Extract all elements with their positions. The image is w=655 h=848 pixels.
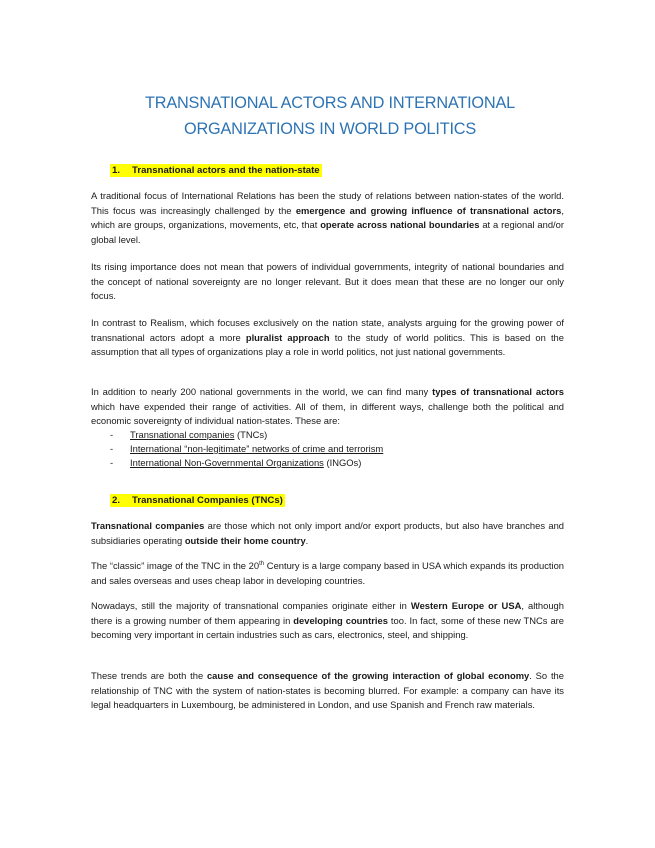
bold-text: outside their home country: [184, 534, 306, 546]
bold-text: emergence and growing influence of transnational actors: [295, 204, 562, 216]
underlined-text: International “non-legitimate” networks of crime and terrorism: [130, 443, 384, 454]
text: Nowadays, still the majority of transnational companies originate either in: [91, 600, 411, 611]
text: (TNCs): [234, 429, 268, 440]
section-1-paragraph-4: [91, 385, 564, 429]
section-1-title: Transnational actors and the nation-state: [132, 165, 320, 176]
section-2-paragraph-2: [91, 559, 564, 588]
document-title: [60, 90, 600, 142]
list-item: [110, 442, 570, 456]
list-dash: -: [110, 457, 114, 468]
text: These trends are both the: [91, 670, 207, 681]
section-2-paragraph-1: [91, 519, 564, 548]
text: are those which not only import and/or export products, but also have branches and subsidiaries operating: [91, 520, 565, 546]
section-1-paragraph-1: [91, 189, 564, 247]
section-1-heading: [110, 164, 322, 177]
text: at a regional and/or global level.: [91, 219, 564, 245]
section-2-paragraph-3: [91, 599, 564, 643]
section-1-number: 1.: [112, 165, 121, 176]
section-2-title: Transnational Companies (TNCs): [132, 495, 283, 506]
list-item: [110, 428, 570, 442]
section-1-paragraph-3: [91, 316, 564, 360]
list-dash: -: [110, 443, 114, 454]
bold-text: cause and consequence of the growing interaction of global economy: [206, 670, 530, 681]
text: (INGOs): [323, 457, 362, 468]
section-2-paragraph-4: [91, 669, 564, 713]
bold-text: Western Europe or USA: [410, 600, 522, 611]
bold-text: pluralist approach: [245, 331, 330, 343]
text: too. In fact, some of these new TNCs are becoming very important in certain industries such as cars, electronics, steel, and shipping.: [91, 614, 564, 641]
text: .: [305, 534, 309, 546]
list-item: [110, 456, 570, 470]
underlined-text: Transnational companies: [130, 429, 235, 440]
bold-text: Transnational companies: [91, 520, 205, 531]
bold-text: operate across national boundaries: [320, 219, 480, 231]
bold-text: types of transnational actors: [432, 386, 564, 397]
text: Century is a large company based in USA which expands its production and sales overseas and uses cheap labor in developing countries.: [91, 560, 564, 586]
title-line-2: ORGANIZATIONS IN WORLD POLITICS: [183, 120, 476, 138]
text: In contrast to Realism, which focuses exclusively on the nation state, analysts arguing for the growing power of transnational actors adopt a more: [91, 317, 564, 343]
text: to the study of world politics. This is based on the assumption that all types of organizations play a role in world politics, not just national governments.: [91, 331, 564, 358]
superscript: th: [259, 560, 265, 567]
transnational-actor-types-list: [110, 428, 570, 470]
text: In addition to nearly 200 national governments in the world, we can find many: [91, 386, 433, 397]
text: A traditional focus of International Relations has been the study of relations between nation-states of the world. This focus was increasingly challenged by the: [91, 190, 564, 216]
title-line-1: TRANSNATIONAL ACTORS AND INTERNATIONAL: [145, 94, 515, 112]
underlined-text: International Non-Governmental Organizations: [130, 457, 324, 468]
bold-text: developing countries: [293, 614, 388, 626]
text: , although there is a growing number of them appearing in: [91, 600, 564, 626]
list-dash: -: [110, 429, 114, 440]
section-1-paragraph-2: Its rising importance does not mean that powers of individual governments, integrity of national boundaries and the concept of national sovereignty are no longer relevant. But it does mean that these are no longer our only focus.: [91, 261, 564, 302]
section-2-number: 2.: [112, 495, 121, 506]
section-2-heading: [110, 494, 285, 507]
text: , which are groups, organizations, movements, etc, that: [91, 204, 564, 231]
text: The “classic” image of the TNC in the 20: [91, 560, 260, 571]
text: . So the relationship of TNC with the system of nation-states is becoming blurred. For example: a company can have its legal headquarters in Luxembourg, be administered in London, and use Spanish and French raw materials.: [91, 670, 564, 711]
text: which have expended their range of activities. All of them, in different ways, challenge both the political and economic sovereignty of individual nation-states. These are:: [91, 400, 564, 427]
